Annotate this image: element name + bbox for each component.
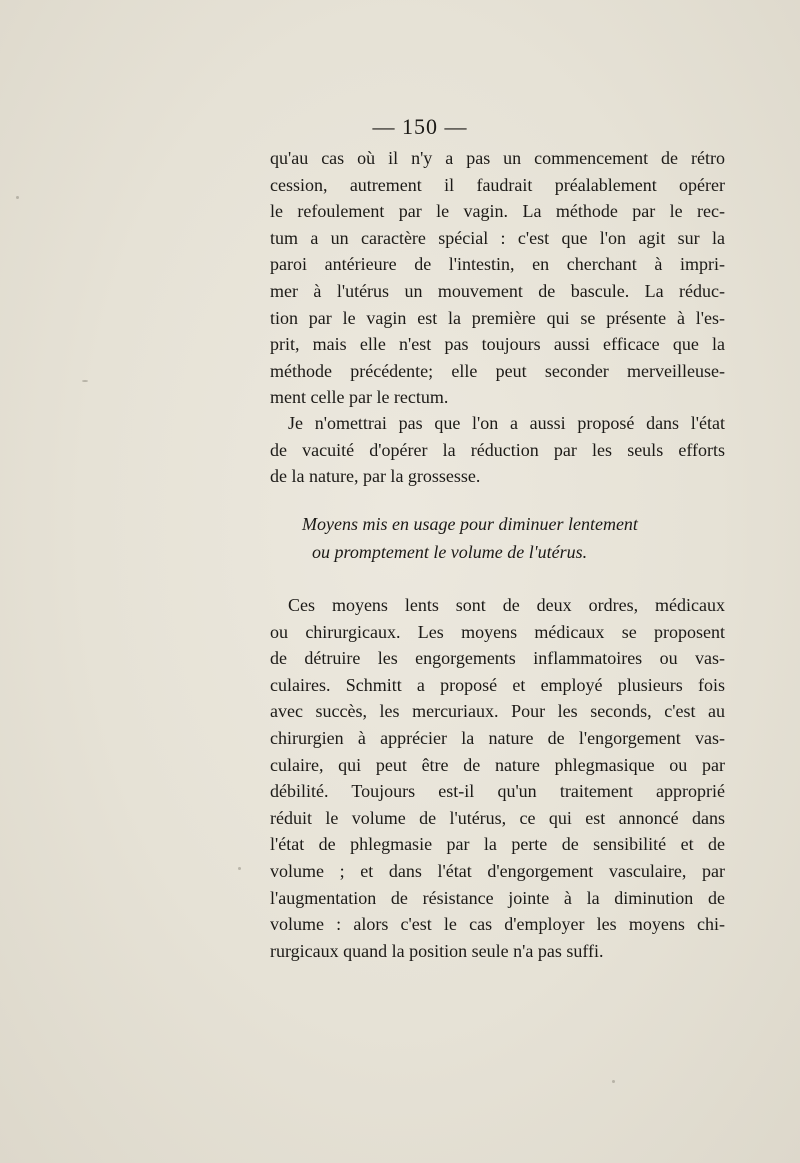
- heading-line: Moyens mis en usage pour diminuer lentement: [302, 514, 638, 534]
- text-line: cession, autrement il faudrait préalablement opérer: [270, 174, 725, 195]
- text-line: chirurgien à apprécier la nature de l'engorgement vas-: [270, 727, 725, 748]
- heading-line: ou promptement le volume de l'utérus.: [312, 542, 588, 562]
- text-line: avec succès, les mercuriaux. Pour les seconds, c'est au: [270, 701, 725, 722]
- text-line: rurgicaux quand la position seule n'a pas suffi.: [270, 940, 604, 961]
- text-line: prit, mais elle n'est pas toujours aussi efficace que la: [270, 334, 725, 355]
- paragraph-2: [270, 410, 725, 490]
- text-line: volume : alors c'est le cas d'employer les moyens chi-: [270, 914, 725, 935]
- text-line: Je n'omettrai pas que l'on a aussi proposé dans l'état: [288, 413, 725, 433]
- text-line: méthode précédente; elle peut seconder merveilleuse-: [270, 360, 725, 381]
- text-line: le refoulement par le vagin. La méthode par le rec-: [270, 201, 725, 222]
- text-line: ou chirurgicaux. Les moyens médicaux se proposent: [270, 621, 725, 642]
- text-line: paroi antérieure de l'intestin, en cherchant à impri-: [270, 254, 725, 275]
- paper-speck: [612, 1080, 615, 1083]
- paper-speck: [16, 196, 19, 199]
- paper-speck: [82, 380, 88, 382]
- paragraph-3: [270, 592, 725, 964]
- section-heading: [270, 510, 725, 566]
- paper-speck: [238, 867, 241, 870]
- text-line: culaires. Schmitt a proposé et employé plusieurs fois: [270, 674, 725, 695]
- text-line: culaire, qui peut être de nature phlegmasique ou par: [270, 754, 725, 775]
- text-line: débilité. Toujours est-il qu'un traitement approprié: [270, 781, 725, 802]
- text-line: Ces moyens lents sont de deux ordres, médicaux: [288, 595, 725, 615]
- text-line: qu'au cas où il n'y a pas un commencement de rétro: [270, 148, 725, 168]
- page-number: — 150 —: [372, 114, 468, 139]
- paragraph-1: [270, 145, 725, 411]
- text-line: l'augmentation de résistance jointe à la diminution de: [270, 887, 725, 908]
- text-line: de vacuité d'opérer la réduction par les seuls efforts: [270, 439, 725, 460]
- text-line: mer à l'utérus un mouvement de bascule. La réduc-: [270, 280, 725, 301]
- text-line: volume ; et dans l'état d'engorgement vasculaire, par: [270, 860, 725, 881]
- text-line: de détruire les engorgements inflammatoires ou vas-: [270, 648, 725, 669]
- text-line: l'état de phlegmasie par la perte de sensibilité et de: [270, 834, 725, 855]
- text-line: tion par le vagin est la première qui se présente à l'es-: [270, 307, 725, 328]
- text-line: ment celle par le rectum.: [270, 387, 449, 408]
- text-line: réduit le volume de l'utérus, ce qui est annoncé dans: [270, 807, 725, 828]
- text-line: de la nature, par la grossesse.: [270, 466, 481, 487]
- text-line: tum a un caractère spécial : c'est que l'on agit sur la: [270, 227, 725, 248]
